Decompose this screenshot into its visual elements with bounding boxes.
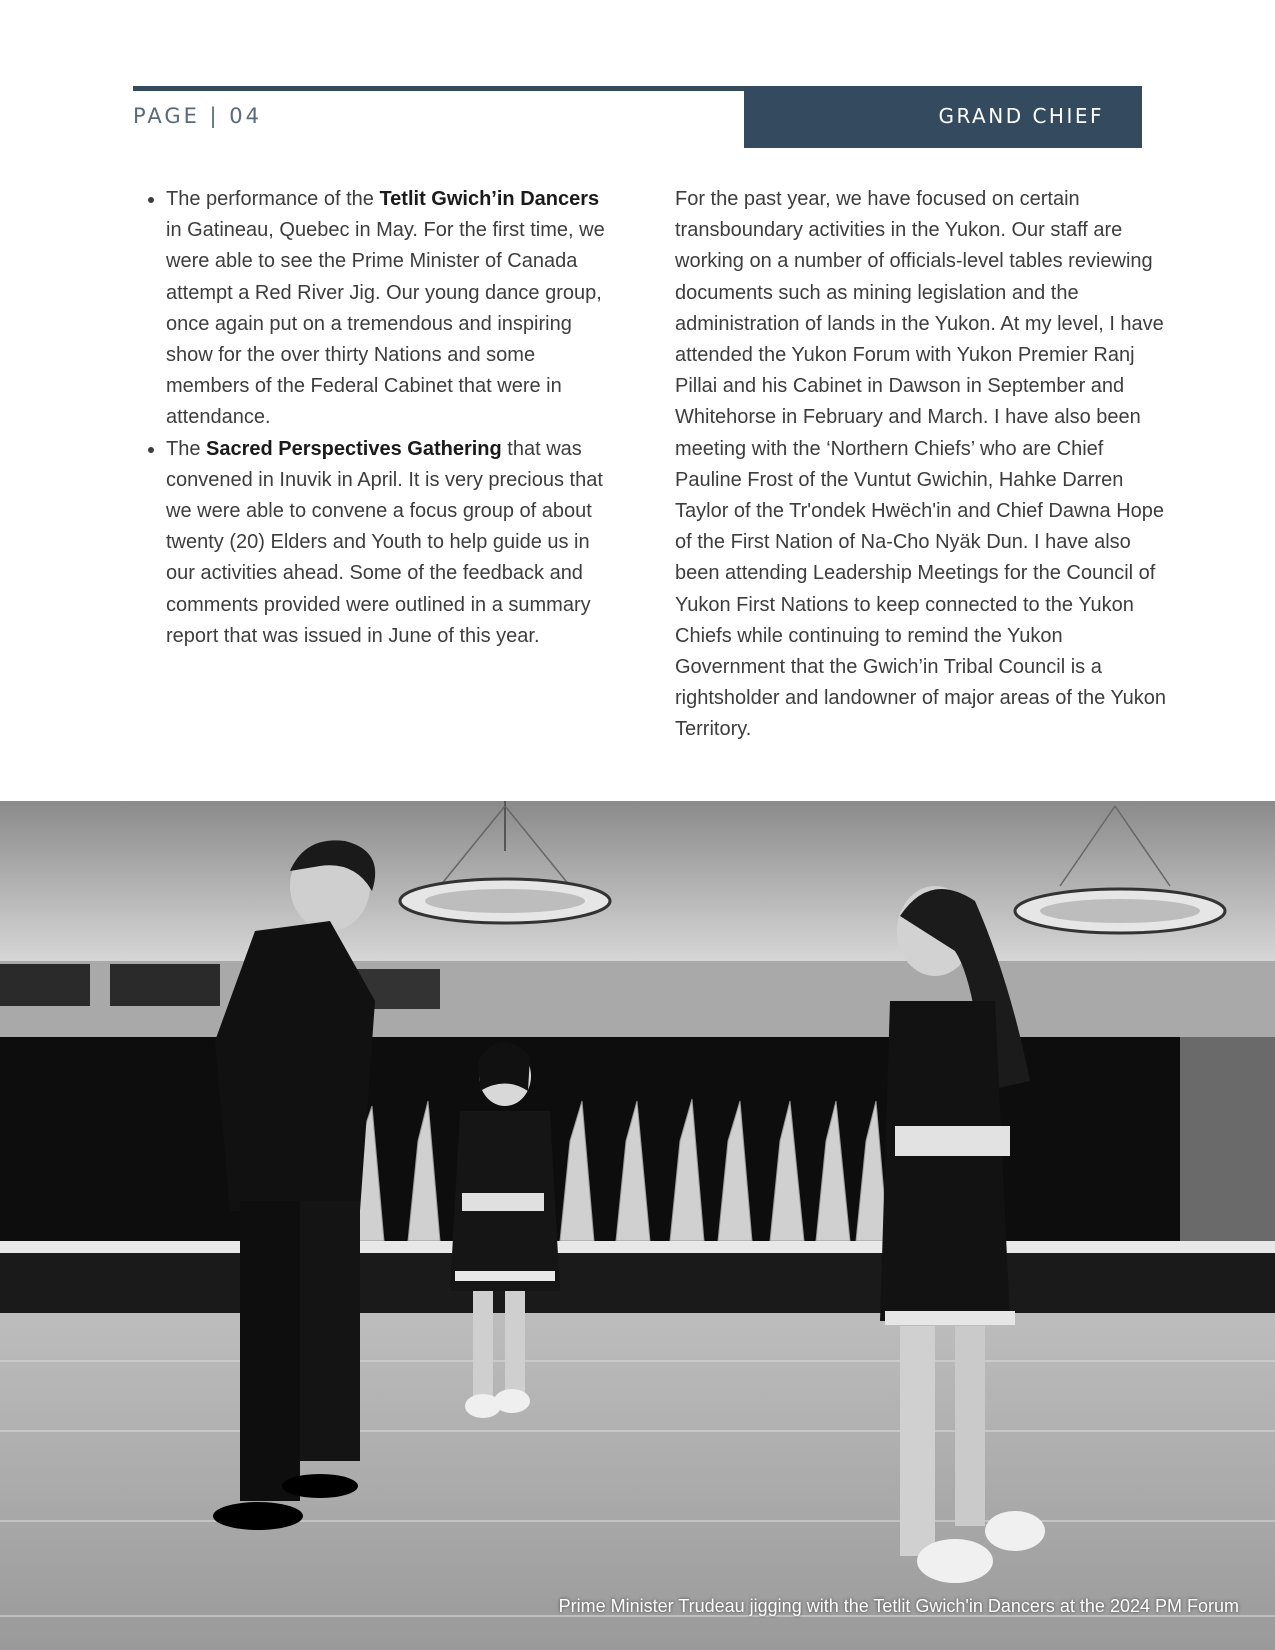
right-column — [675, 184, 1175, 746]
list-item — [166, 434, 610, 652]
photo-caption: Prime Minister Trudeau jigging with the Tetlit Gwich'in Dancers at the 2024 PM Forum — [558, 1596, 1239, 1616]
bullet-bold-text: Tetlit Gwich’in Dancers — [379, 188, 600, 210]
bullet-text: The performance of the — [166, 188, 380, 210]
section-title: GRAND CHIEF — [938, 104, 1104, 128]
section-title-tab — [744, 91, 1142, 148]
event-photo — [0, 801, 1275, 1650]
left-column — [140, 184, 610, 652]
page-number-label: PAGE | 04 — [133, 104, 263, 128]
bullet-text: in Gatineau, Quebec in May. For the first time, we were able to see the Prime Minister of Canada attempt a Red River Jig. Our young dance group, once again put on a tremendous and inspiring show for the over thirty Nations and some members of the Federal Cabinet that were in attendance. — [166, 219, 605, 429]
photo-illustration — [0, 801, 1275, 1650]
bullet-text: that was convened in Inuvik in April. It is very precious that we were able to convene a focus group of about twenty (20) Elders and Youth to help guide us in our activities ahead. Some of the feedback and comments provided were outlined in a summary report that was issued in June of this year. — [166, 437, 603, 647]
bullet-bold-text: Sacred Perspectives Gathering — [206, 437, 502, 460]
body-paragraph: For the past year, we have focused on certain transboundary activities in the Yukon. Our staff are working on a number of officials-level tables reviewing documents such as mining legislation and the administration of lands in the Yukon. At my level, I have attended the Yukon Forum with Yukon Premier Ranj Pillai and his Cabinet in Dawson in September and Whitehorse in February and March. I have also been meeting with the ‘Northern Chiefs’ who are Chief Pauline Frost of the Vuntut Gwichin, Hahke Darren Taylor of the Tr'ondek Hwëch'in and Chief Dawna Hope of the First Nation of Na-Cho Nyäk Dun. I have also been attending Leadership Meetings for the Council of Yukon First Nations to keep connected to the Yukon Chiefs while continuing to remind the Yukon Government that the Gwich’in Tribal Council is a rightsholder and landowner of major areas of the Yukon Territory. — [675, 188, 1167, 741]
activity-bullet-list — [140, 184, 610, 652]
list-item — [166, 184, 610, 434]
bullet-text: The — [166, 437, 207, 460]
